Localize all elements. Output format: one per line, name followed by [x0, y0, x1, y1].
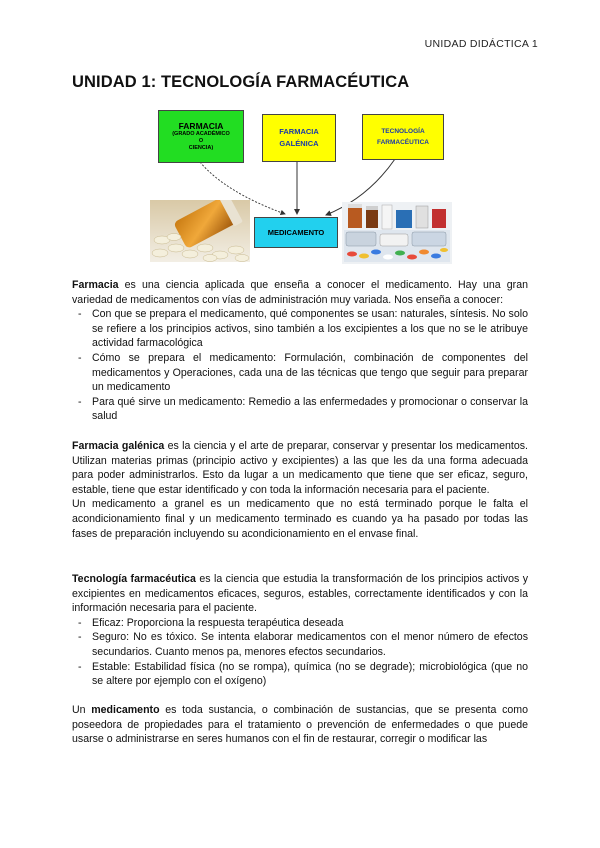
- list-item: - Cómo se prepara el medicamento: Formulación, combinación de componentes del medicamentos y Operaciones, cada una de las técnicas que tengo que seguir para preparar un medicamento: [72, 351, 528, 395]
- list-item: - Estable: Estabilidad física (no se rompa), química (no se degrade); microbiológica (que no se altere por ejemplo con el oxígeno): [72, 660, 528, 689]
- farmacia-box: [158, 110, 244, 163]
- tecnologia-paragraph: Tecnología farmacéutica es la ciencia que estudia la transformación de los principios activos y excipientes en medicamentos eficaces, seguros, estables, correctamente identificados y con la información necesaria para el paciente.: [72, 573, 529, 615]
- farmacia-box-sub3: CIENCIA): [188, 145, 214, 151]
- page-title: UNIDAD 1: TECNOLOGÍA FARMACÉUTICA: [72, 73, 410, 91]
- section-farmacia: [72, 278, 528, 424]
- section-medicamento: [72, 703, 528, 747]
- assorted-medicines-photo: [342, 202, 452, 264]
- medicamento-box: MEDICAMENTO: [254, 217, 338, 248]
- farmacia-box-sub2: O: [198, 138, 204, 144]
- pill-bottle-photo: [150, 200, 250, 262]
- section-tecnologia: [72, 572, 528, 689]
- farmacia-bullet-list: [72, 307, 528, 424]
- tecnologia-term: Tecnología farmacéutica: [72, 573, 196, 585]
- tecnologia-bullet-list: [72, 616, 528, 689]
- granel-paragraph: Un medicamento a granel es un medicamento que no está terminado porque le falta el acondicionamiento final y un medicamento terminado es cuando ya ha pasado por todas las fases de preparación incluyendo su acondicionamiento en el envase final.: [72, 498, 528, 540]
- medicamento-term: medicamento: [91, 704, 160, 716]
- farmacia-box-sub1: (GRADO ACADÉMICO: [172, 131, 230, 137]
- medicamento-paragraph: Un medicamento es toda sustancia, o combinación de sustancias, que se presenta como poseedora de propiedades para el tratamiento o prevención de enfermedades o que puede usarse o administrarse en seres humanos con el fin de restaurar, corregir o modificar las: [72, 704, 528, 746]
- farmacia-box-title: FARMACIA: [178, 121, 224, 131]
- tecnologia-box: [362, 114, 444, 160]
- section-galenica: [72, 439, 528, 541]
- list-item: - Seguro: No es tóxico. Se intenta elaborar medicamentos con el menor número de efectos secundarios. Cuanto menos pa, menores efectos secundarios.: [72, 630, 528, 659]
- galenica-term: Farmacia galénica: [72, 440, 165, 452]
- farmacia-term: Farmacia: [72, 279, 119, 291]
- list-item: - Con que se prepara el medicamento, qué componentes se usan: naturales, síntesis. No solo se refiere a los principios activos, sino también a los excipientes a los que no se le atribuye actividad farmacológica: [72, 307, 528, 351]
- list-item: - Para qué sirve un medicamento: Remedio a las enfermedades y promocionar o conservar la salud: [72, 395, 528, 424]
- galenica-box-line1: FARMACIA: [279, 127, 319, 136]
- galenica-box-line2: GALÉNICA: [279, 139, 319, 148]
- tecnologia-box-line1: TECNOLOGÍA: [381, 128, 425, 135]
- list-item: - Eficaz: Proporciona la respuesta terapéutica deseada: [72, 616, 528, 631]
- farmacia-intro: Farmacia es una ciencia aplicada que enseña a conocer el medicamento. Hay una gran variedad de medicamentos con vías de administración muy variada. Nos enseña a conocer:: [72, 279, 528, 306]
- galenica-paragraph: Farmacia galénica es la ciencia y el arte de preparar, conservar y presentar los medicamentos. Utilizan materias primas (principio activo y excipientes) a las que les da una forma adecuada para poder administrarlos. Esto da lugar a un medicamento que tiene que ser eficaz, seguro, estable, tiene que estar identificado y con toda la información necesaria para el paciente.: [72, 440, 528, 496]
- tecnologia-box-line2: FARMACÉUTICA: [377, 139, 429, 146]
- galenica-box: [262, 114, 336, 162]
- header-unit-label: UNIDAD DIDÁCTICA 1: [424, 38, 538, 50]
